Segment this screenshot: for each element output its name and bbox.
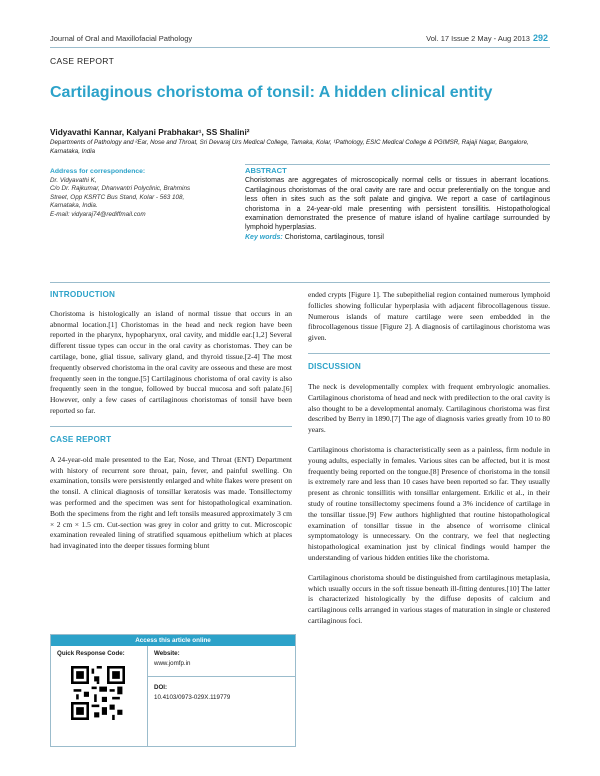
journal-name: Journal of Oral and Maxillofacial Pathology (50, 34, 193, 43)
abstract (245, 166, 550, 242)
correspondence (50, 168, 230, 220)
introduction-heading: INTRODUCTION (50, 290, 116, 299)
case-report-paragraph: A 24-year-old male presented to the Ear, Nose, and Throat (ENT) Department with history of recurrent sore throat, pain, fever, and painful swelling. On examination, tonsils were persistently enlarged and white flakes were present on the tonsil. A clinical diagnosis of tonsillar keratosis was made. Tonsillectomy was performed and the specimen was sent for histopathological examination. Both the specimens from the right and left tonsils measured approximately 3 cm × 2 cm × 1.5 cm. Cut-section was grey in color and gritty to cut. Microscopic examination revealed lining of stratified squamous epithelium which at places had invaginated into the deeper tissues forming blunt (50, 454, 292, 551)
abstract-text: Choristomas are aggregates of microscopically normal cells or tissues in aberrant locations. Cartilaginous choristomas of the oral cavity are rare and occur preferentially on the tongue and less often in sites such as the soft palate and gingiva. We report a case of cartilaginous choristoma in a 24-year-old male presenting with persistent tonsillitis. Histopathological examination demonstrated the presence of mature island of hyaline cartilage surrounded by lymphoid hyperplasias. (245, 177, 550, 232)
qr-label: Quick Response Code: (57, 650, 125, 657)
right-column (308, 290, 550, 636)
access-divider (148, 676, 295, 677)
abstract-heading: ABSTRACT (245, 166, 287, 175)
abstract-divider (245, 164, 550, 165)
article-title: Cartilaginous choristoma of tonsil: A hidden clinical entity (50, 84, 493, 101)
section-divider (50, 282, 550, 283)
introduction-paragraph: Choristoma is histologically an island of normal tissue that occurs in an abnormal location.[1] Choristomas in the head and neck region have been reported in the pharynx, hypopharynx, oral cavity, and middle ear.[1,2] Several different tissue types can occur in the oral cavity as choristomas. They can be cartilage, bone, glial tissue, salivary gland, and thyroid tissue.[2-4] The most frequently observed choristoma in the oral cavity are osseous and these are most frequently seen in the tongue.[5] Cartilaginous choristoma of oral cavity is also frequently seen in the tongue, followed by buccal mucosa and soft palate.[6] However, only a few cases of cartilaginous choristomas of tonsil have been reported so far. (50, 308, 292, 415)
website-label: Website: (154, 650, 180, 657)
correspondence-line: Karnataka, India. (50, 202, 98, 210)
correspondence-line: Street, Opp KSRTC Bus Stand, Kolar - 563 108, (50, 193, 185, 201)
left-column (50, 290, 292, 561)
case-report-heading-box (50, 426, 292, 449)
issue-label: Vol. 17 Issue 2 May - Aug 2013 (426, 34, 530, 43)
access-info (148, 646, 295, 746)
website-link[interactable]: www.jomfp.in (154, 660, 191, 667)
page-number: 292 (532, 33, 548, 43)
issue-info (426, 33, 548, 43)
doi-link[interactable]: 10.4103/0973-029X.119779 (154, 694, 231, 701)
qr-cell (51, 646, 148, 746)
keywords-label: Key words: (245, 233, 283, 241)
discussion-heading-box (308, 353, 550, 376)
right-paragraph: ended crypts [Figure 1]. The subepithelial region contained numerous lymphoid follicles showing follicular hyperplasia with adjacent fibrocollagenous tissue. Numerous islands of mature cartilage were seen embedded in the fibrocollagenous tissue [Figure 2]. A diagnosis of cartilaginous choristoma was given. (308, 290, 550, 343)
keywords: Choristoma, cartilaginous, tonsil (284, 233, 384, 241)
correspondence-line: Dr. Vidyavathi K, (50, 176, 97, 184)
header-divider (50, 47, 550, 48)
correspondence-heading: Address for correspondence: (50, 168, 146, 175)
access-bar: Access this article online (51, 635, 295, 646)
correspondence-email[interactable]: E-mail: vidyaraj74@rediffmail.com (50, 210, 146, 218)
discussion-paragraph: The neck is developmentally complex with frequent embryologic anomalies. Cartilaginous choristoma of head and neck with predilection to the oral cavity is also thought to be a developmental anomaly. Cartilaginous choristoma was first described by Berry in 1890.[7] The age of diagnosis varies greatly from 10 to 80 years. (308, 381, 550, 435)
correspondence-line: C/o Dr. Rajkumar, Dhanvantri Polyclinic, Brahmins (50, 185, 191, 193)
doi-label: DOI: (154, 684, 168, 691)
qr-code-icon[interactable] (71, 666, 125, 720)
discussion-paragraph: Cartilaginous choristoma is characteristically seen as a painless, firm nodule in young adults, especially in females. Various sites can be affected, but it is most frequently being reported on the tongue.[8] Presence of choristoma in the tonsil is extremely rare and less than 10 cases have been reported so far. They usually present as chronic tonsillitis with tonsillar enlargement. Erkilic et al., in their study of routine tonsillectomy specimens found a 3% incidence of cartilage in the tonsillar tissue.[9] Few authors highlighted that routine histopathological examination of tonsillar tissue in the absence of worrisome clinical symptomatology is unnecessary. On the contrary, we feel that neglecting histopathological examination just by clinical findings would hamper the understanding of various hidden entities like the choristoma. (308, 444, 550, 562)
access-box (50, 634, 296, 747)
authors: Vidyavathi Kannar, Kalyani Prabhakar¹, SS Shalini² (50, 127, 250, 137)
affiliations: Departments of Pathology and ²Ear, Nose and Throat, Sri Devaraj Urs Medical College, Tamaka, Kolar, ¹Pathology, ESIC Medical College & PGIMSR, Rajaji Nagar, Bangalore, Karnataka, India (50, 139, 529, 155)
discussion-heading: DISCUSSION (308, 361, 361, 371)
case-report-heading: CASE REPORT (50, 434, 112, 444)
discussion-paragraph: Cartilaginous choristoma should be distinguished from cartilaginous metaplasia, which usually occurs in the soft tissue beneath ill-fitting dentures.[10] The latter is characterized histologically by the diffuse deposits of calcium and cartilaginous cells arranged in various stages of maturation in single or clustered cartilaginous foci. (308, 572, 550, 625)
article-type: CASE REPORT (50, 56, 115, 66)
